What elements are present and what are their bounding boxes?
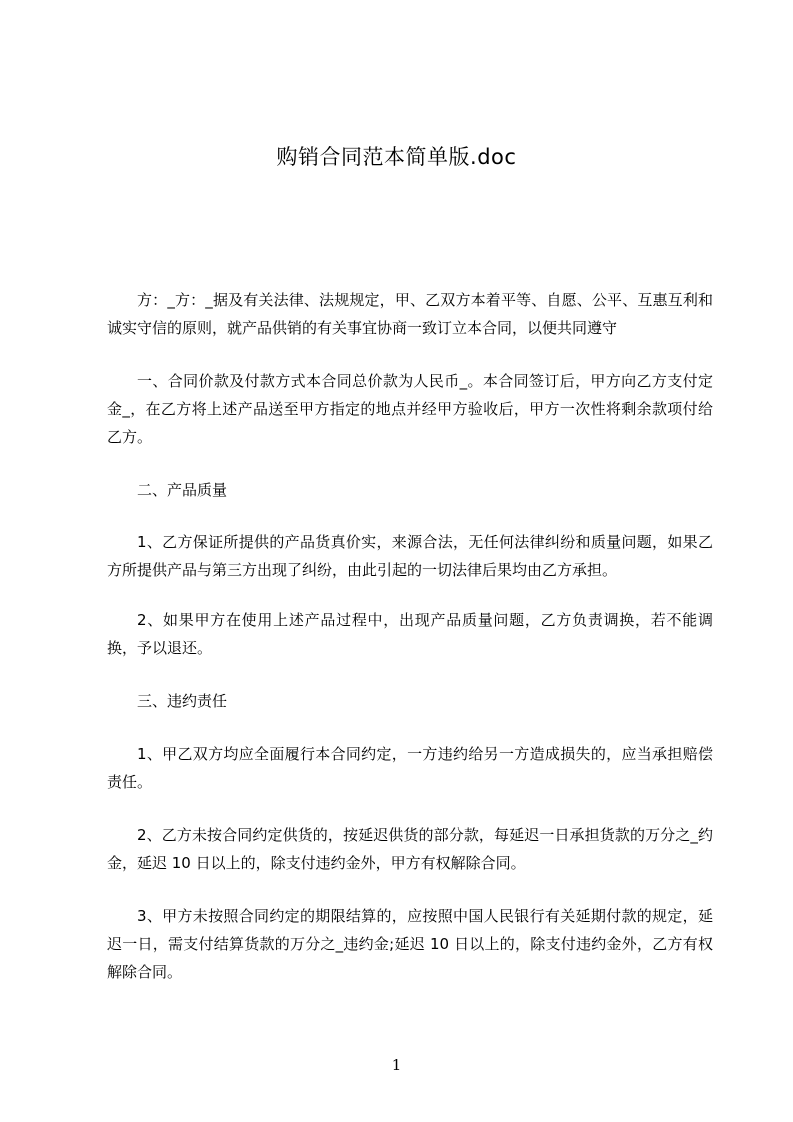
section-3-heading: 三、违约责任 (137, 692, 228, 710)
document-title: 购销合同范本简单版.doc (276, 145, 517, 169)
liability-clause-2: 2、乙方未按合同约定供货的，按延迟供货的部分款，每延迟一日承担货款的万分之_约金，延迟 10 日以上的，除支付违约金外，甲方有权解除合同。 (107, 826, 713, 872)
quality-clause-2: 2、如果甲方在使用上述产品过程中，出现产品质量问题，乙方负责调换，若不能调换，予以退还。 (107, 611, 713, 657)
liability-clause-1: 1、甲乙双方均应全面履行本合同约定，一方违约给另一方造成损失的，应当承担赔偿责任。 (107, 745, 713, 791)
section-1-price-payment: 一、合同价款及付款方式本合同总价款为人民币_。本合同签订后，甲方向乙方支付定金_，在乙方将上述产品送至甲方指定的地点并经甲方验收后，甲方一次性将剩余款项付给乙方。 (107, 372, 713, 446)
preamble-paragraph: 方：_方：_据及有关法律、法规规定，甲、乙双方本着平等、自愿、公平、互惠互利和诚实守信的原则，就产品供销的有关事宜协商一致订立本合同，以便共同遵守 (107, 291, 713, 337)
section-2-heading: 二、产品质量 (137, 481, 228, 499)
liability-clause-3: 3、甲方未按照合同约定的期限结算的，应按照中国人民银行有关延期付款的规定，延迟一日，需支付结算货款的万分之_违约金;延迟 10 日以上的，除支付违约金外，乙方有权解除合同。 (107, 907, 713, 981)
page-number: 1 (391, 1056, 402, 1074)
quality-clause-1: 1、乙方保证所提供的产品货真价实，来源合法，无任何法律纠纷和质量问题，如果乙方所提供产品与第三方出现了纠纷，由此引起的一切法律后果均由乙方承担。 (107, 533, 713, 579)
